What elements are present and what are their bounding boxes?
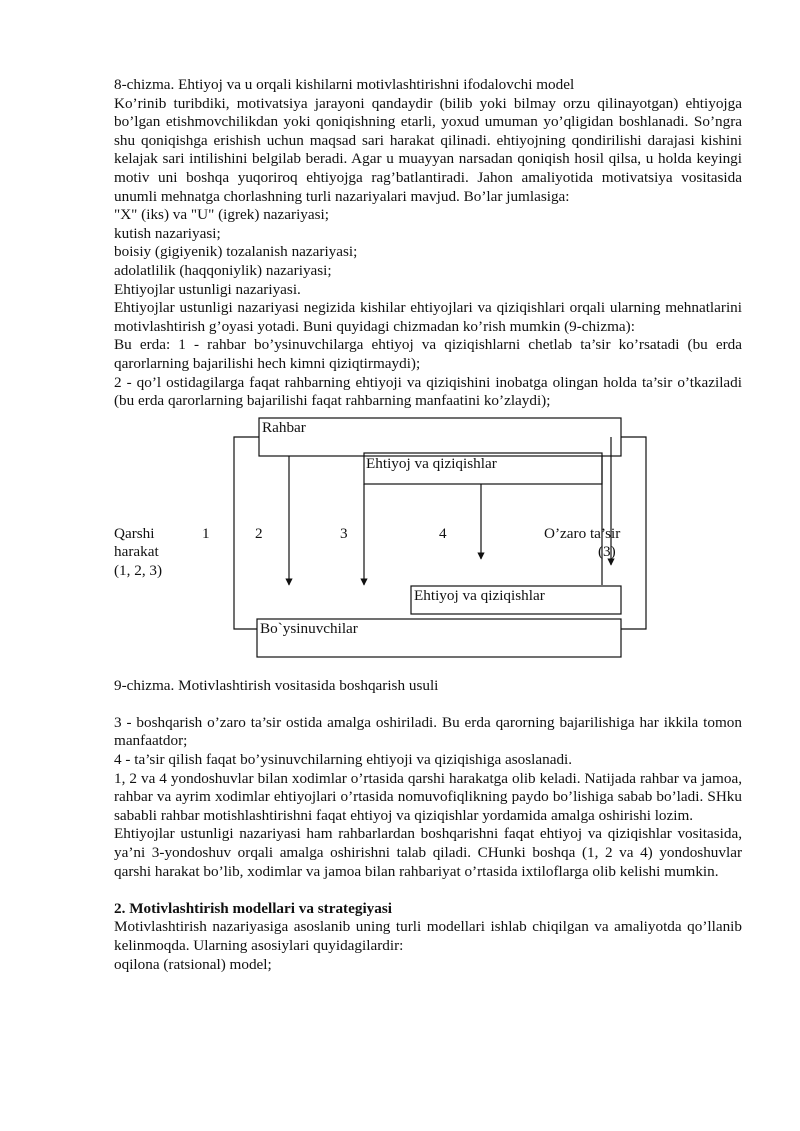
motivation-diagram: [114, 413, 742, 663]
document-page: [114, 76, 742, 974]
theory-item-1: "X" (iks) va "U" (igrek) nazariyasi;: [114, 206, 329, 224]
paragraph-approach-4: 4 - ta’sir qilish faqat bo’ysinuvchilarning ehtiyoji va qiziqishiga asoslanadi.: [114, 751, 573, 769]
box-rahbar-label: Rahbar: [262, 418, 306, 436]
figure-9-caption: 9-chizma. Motivlashtirish vositasida boshqarish usuli: [114, 676, 439, 694]
approach-number-2: 2: [255, 524, 263, 542]
paragraph-models: Motivlashtirish nazariyasiga asoslanib uning turli modellari ishlab chiqilgan va amaliyotda qo’llanib kelinmoqda. Ularning asosiylari quyidagilardir:: [114, 918, 742, 954]
figure-8-caption: 8-chizma. Ehtiyoj va u orqali kishilarni motivlashtirishni ifodalovchi model: [114, 76, 575, 93]
paragraph-needs-theory: Ehtiyojlar ustunligi nazariyasi negizida kishilar ehtiyojlari va qiziqishlari orqali ularning mehnatlarini motivlashtirish g’oyasi yotadi. Buni quyidagi chizmadan ko’rish mumkin (9-chizma):: [114, 299, 742, 335]
section-heading: 2. Motivlashtirish modellari va strategiyasi: [114, 899, 392, 917]
approach-number-3: 3: [340, 524, 348, 542]
theory-item-3: boisiy (gigiyenik) tozalanish nazariyasi;: [114, 243, 358, 261]
box-needs-bottom-label: Ehtiyoj va qiziqishlar: [414, 586, 545, 604]
opposition-label-line2: harakat: [114, 542, 159, 560]
paragraph-motivation-process: Ko’rinib turibdiki, motivatsiya jarayoni qandaydir (bilib yoki bilmay orzu qilinayotgan) ehtiyojga bo’lgan etishmovchilikdan yoki qoniqishning etarli, yoxud umuman yo’qligidan boshlanadi. So’ngra shu qoniqishga erishish uchun maqsad sari harakat qilinadi. ehtiyojning qondirilishi darajasi kishini kelajak sari intilishini belgilab beradi. Agar u muayyan narsadan qoniqish hosil qilsa, u holda keyingi motiv uni boshqa yuqoriroq ehtiyojga rag’batlantiradi. Jahon amaliyotida motivatsiya vositasida unumli mehnatga chorlashning turli nazariyalari mavjud. Bo’lar jumlasiga:: [114, 94, 742, 205]
paragraph-approach-2: 2 - qo’l ostidagilarga faqat rahbarning ehtiyoji va qiziqishini inobatga olingan holda ta’sir o’tkaziladi (bu erda qarorlarning bajarilishi faqat rahbarning manfaatini ko’zlaydi);: [114, 373, 742, 410]
approach-number-4: 4: [439, 524, 447, 542]
mutual-influence-label: O’zaro ta’sir: [544, 524, 621, 542]
opposition-label-line1: Qarshi: [114, 524, 155, 542]
theory-item-5: Ehtiyojlar ustunligi nazariyasi.: [114, 280, 301, 298]
paragraph-opposition: 1, 2 va 4 yondoshuvlar bilan xodimlar o’rtasida qarshi harakatga olib keladi. Natijada rahbar va jamoa, rahbar va ayrim xodimlar ehtiyojlari o’rtasida nomuvofiqlikning paydo bo’lishiga sabab bo’ladi. SHku sababli rahbar motishlashtirishni faqat ehtiyoj va qiziqishlar yordamida amalga oshirishi lozim.: [114, 769, 742, 824]
mutual-influence-number: (3): [598, 542, 616, 560]
right-loop-line: [621, 437, 646, 629]
model-item-rational: oqilona (ratsional) model;: [114, 955, 272, 973]
box-rahbar-frame: [259, 418, 621, 456]
box-subordinates-label: Bo`ysinuvchilar: [260, 619, 358, 637]
approach-number-1: 1: [202, 524, 210, 542]
theory-item-4: adolatlilik (haqqoniylik) nazariyasi;: [114, 261, 332, 279]
theory-item-2: kutish nazariyasi;: [114, 224, 221, 242]
paragraph-needs-priority: Ehtiyojlar ustunligi nazariyasi ham rahbarlardan boshqarishni faqat ehtiyoj va qiziqishlar vositasida, ya’ni 3-yondoshuv orqali amalga oshirishni talab qiladi. CHunki boshqa (1, 2 va 4) yondoshuvlar qarshi harakat bo’lib, xodimlar va jamoa bilan rahbariyat o’rtasida ixtiloflarga olib kelishi mumkin.: [114, 825, 742, 880]
paragraph-approach-1: Bu erda: 1 - rahbar bo’ysinuvchilarga ehtiyoj va qiziqishlarni chetlab ta’sir ko’rsatadi (bu erda qarorlarning bajarilishi hech kimni qiziqtirmaydi);: [114, 336, 742, 372]
paragraph-approach-3: 3 - boshqarish o’zaro ta’sir ostida amalga oshiriladi. Bu erda qarorning bajarilishiga har ikkila tomon manfaatdor;: [114, 713, 742, 750]
box-needs-top-label: Ehtiyoj va qiziqishlar: [366, 454, 497, 472]
opposition-label-line3: (1, 2, 3): [114, 561, 163, 579]
